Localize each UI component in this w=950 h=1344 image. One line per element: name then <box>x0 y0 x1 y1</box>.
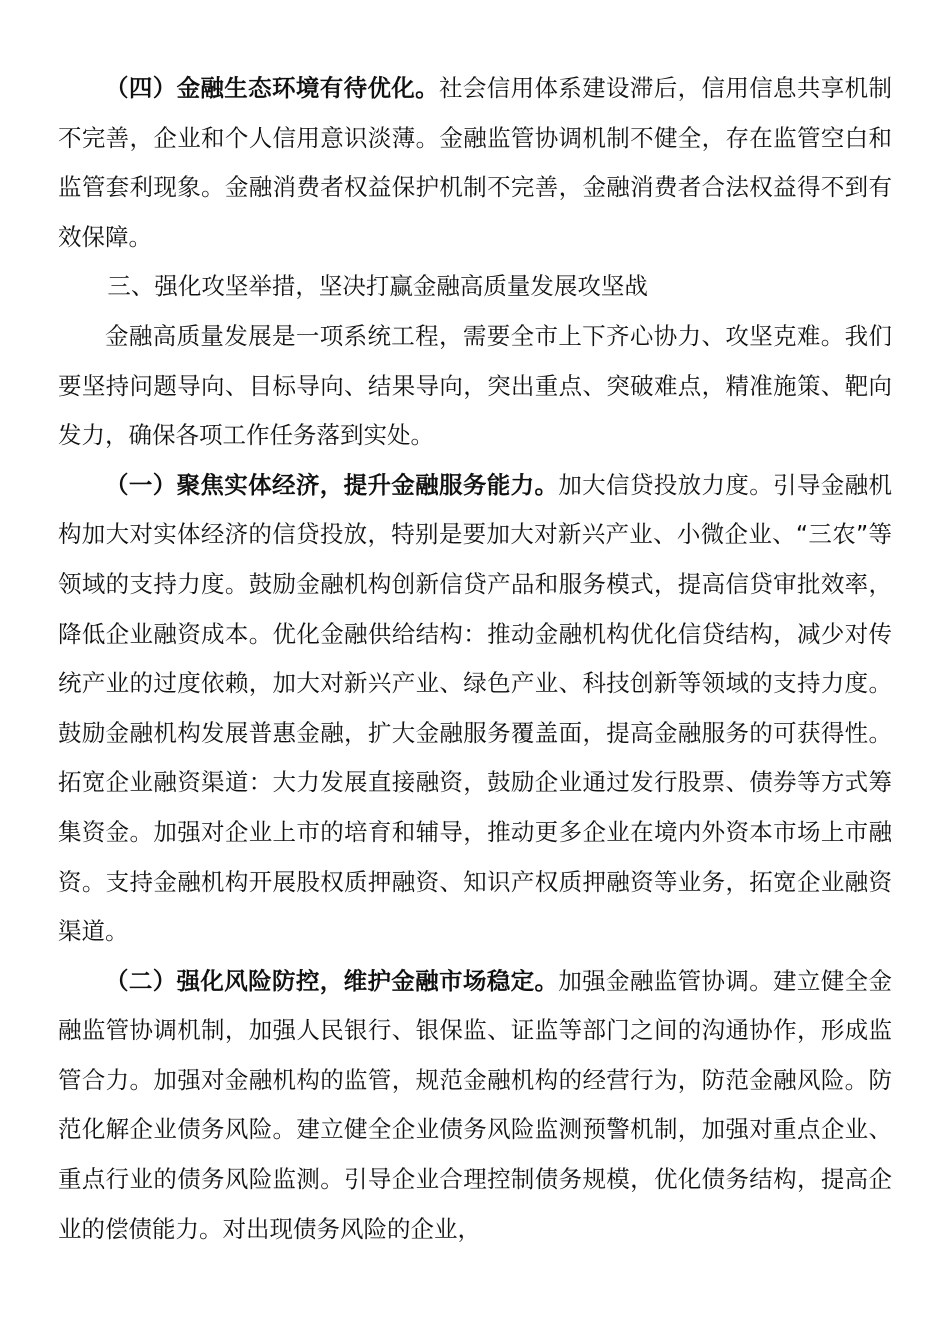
paragraph-lead: （二）强化风险防控，维护金融市场稳定。 <box>105 966 559 995</box>
paragraph-text: 加大信贷投放力度。引导金融机构加大对实体经济的信贷投放，特别是要加大对新兴产业、小微企业、“三农”等领域的支持力度。鼓励金融机构创新信贷产品和服务模式，提高信贷审批效率，降低企业融资成本。优化金融供给结构：推动金融机构优化信贷结构，减少对传统产业的过度依赖，加大对新兴产业、绿色产业、科技创新等领域的支持力度。鼓励金融机构发展普惠金融，扩大金融服务覆盖面，提高金融服务的可获得性。拓宽企业融资渠道：大力发展直接融资，鼓励企业通过发行股票、债券等方式筹集资金。加强对企业上市的培育和辅导，推动更多企业在境内外资本市场上市融资。支持金融机构开展股权质押融资、知识产权质押融资等业务，拓宽企业融资渠道。 <box>58 470 892 946</box>
paragraph-risk-control <box>58 957 892 1255</box>
paragraph-lead: （四）金融生态环境有待优化。 <box>105 74 440 102</box>
paragraph-real-economy <box>58 461 892 957</box>
document-page <box>58 64 892 1254</box>
paragraph-lead: （一）聚焦实体经济，提升金融服务能力。 <box>105 470 559 499</box>
paragraph-ecosystem <box>58 64 892 262</box>
section-heading: 三、强化攻坚举措，坚决打赢金融高质量发展攻坚战 <box>107 272 648 301</box>
paragraph-text: 社会信用体系建设滞后，信用信息共享机制不完善，企业和个人信用意识淡薄。金融监管协调机制不健全，存在监管空白和监管套利现象。金融消费者权益保护机制不完善，金融消费者合法权益得不到有效保障。 <box>58 74 892 251</box>
paragraph-text: 加强金融监管协调。建立健全金融监管协调机制，加强人民银行、银保监、证监等部门之间的沟通协作，形成监管合力。加强对金融机构的监管，规范金融机构的经营行为，防范金融风险。防范化解企业债务风险。建立健全企业债务风险监测预警机制，加强对重点企业、重点行业的债务风险监测。引导企业合理控制债务规模，优化债务结构，提高企业的偿债能力。对出现债务风险的企业， <box>58 966 892 1243</box>
paragraph-intro: 金融高质量发展是一项系统工程，需要全市上下齐心协力、攻坚克难。我们要坚持问题导向、目标导向、结果导向，突出重点、突破难点，精准施策、靶向发力，确保各项工作任务落到实处。 <box>58 321 892 450</box>
